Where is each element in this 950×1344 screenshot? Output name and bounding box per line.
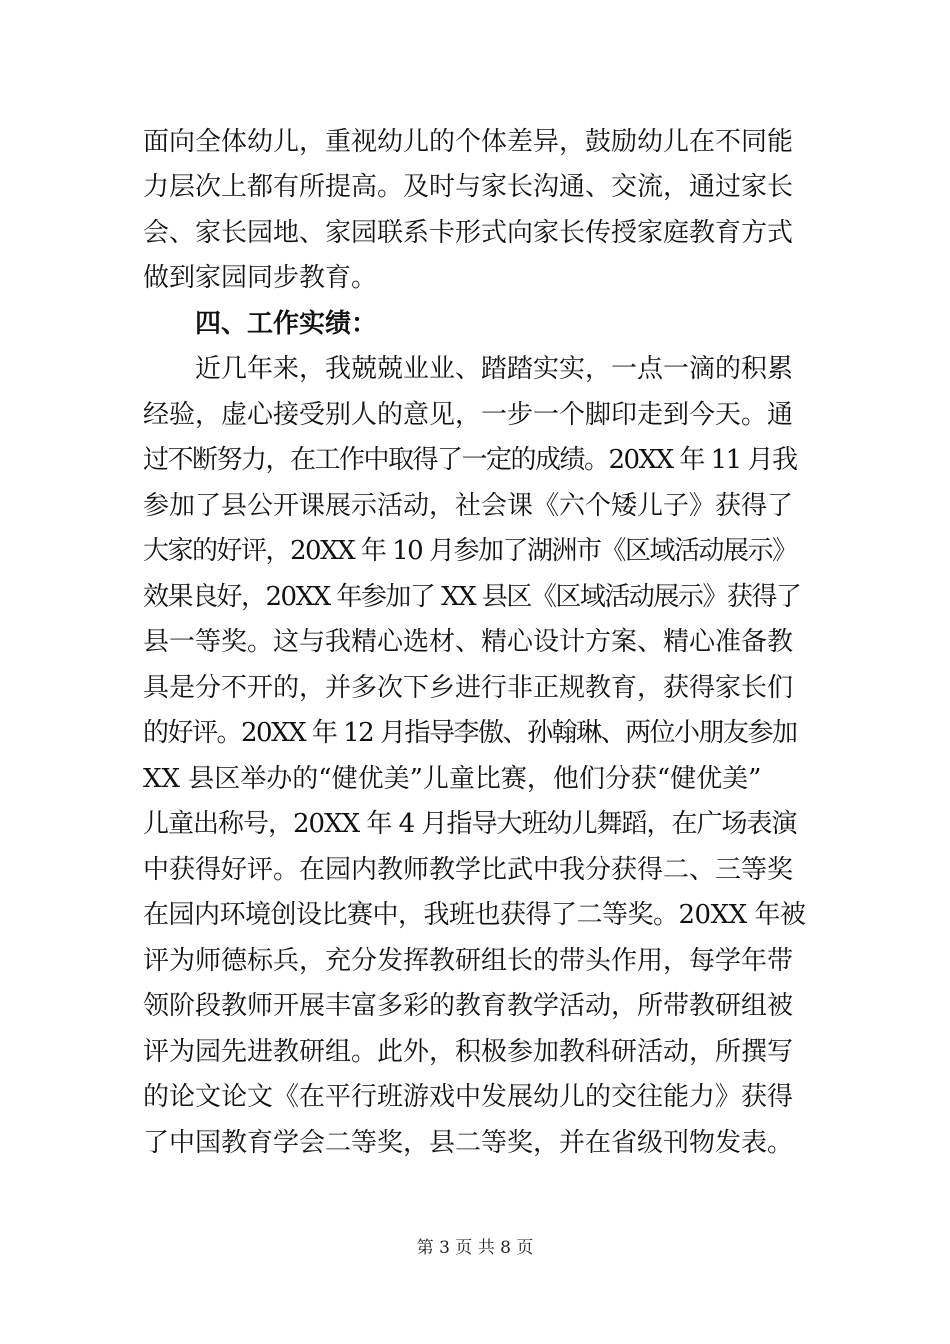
- body-text-line: 领阶段教师开展丰富多彩的教育教学活动，所带教研组被: [143, 991, 794, 1021]
- body-text-line: 效果良好，20XX 年参加了 XX 县区《区域活动展示》获得了: [143, 582, 801, 612]
- body-text-line: 评为师德标兵，充分发挥教研组长的带头作用，每学年带: [143, 946, 794, 976]
- body-text-line: 面向全体幼儿，重视幼儿的个体差异，鼓励幼儿在不同能: [143, 127, 794, 157]
- body-text-line: 力层次上都有所提高。及时与家长沟通、交流，通过家长: [143, 172, 794, 202]
- body-text-line: 经验，虚心接受别人的意见，一步一个脚印走到今天。通: [143, 400, 794, 430]
- body-text-line: 具是分不开的，并多次下乡进行非正规教育，获得家长们: [143, 673, 794, 703]
- section-heading: 四、工作实绩：: [195, 309, 378, 339]
- body-text-line: 会、家长园地、家园联系卡形式向家长传授家庭教育方式: [143, 218, 794, 248]
- body-text-line: 的好评。20XX 年 12 月指导李傲、孙翰琳、两位小朋友参加: [143, 718, 797, 748]
- body-text-line: 儿童出称号，20XX 年 4 月指导大班幼儿舞蹈，在广场表演: [143, 809, 797, 839]
- body-text-line: 评为园先进教研组。此外，积极参加教科研活动，所撰写: [143, 1037, 794, 1067]
- body-text-line: 县一等奖。这与我精心选材、精心设计方案、精心准备教: [143, 627, 794, 657]
- body-text-line: 了中国教育学会二等奖，县二等奖，并在省级刊物发表。: [143, 1128, 794, 1158]
- body-text-line: 参加了县公开课展示活动，社会课《六个矮儿子》获得了: [143, 491, 794, 521]
- page-number-footer: 第 3 页 共 8 页: [416, 1238, 534, 1258]
- body-text-line: 过不断努力，在工作中取得了一定的成绩。20XX 年 11 月我: [143, 445, 797, 475]
- body-text-line: 的论文论文《在平行班游戏中发展幼儿的交往能力》获得: [143, 1082, 794, 1112]
- body-text-line: 大家的好评，20XX 年 10 月参加了湖洲市《区域活动展示》: [143, 536, 797, 566]
- body-text-line: 近几年来，我兢兢业业、踏踏实实，一点一滴的积累: [195, 354, 794, 384]
- body-text-line: 中获得好评。在园内教师教学比武中我分获得二、三等奖: [143, 855, 794, 885]
- body-text-line: 做到家园同步教育。: [143, 263, 378, 293]
- body-text-line: 在园内环境创设比赛中，我班也获得了二等奖。20XX 年被: [143, 900, 806, 930]
- body-text-line: XX 县区举办的“健优美”儿童比赛，他们分获“健优美”: [143, 764, 762, 794]
